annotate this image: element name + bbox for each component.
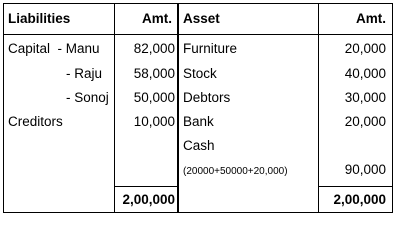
asset-amount-debtors: 30,000 bbox=[344, 90, 386, 105]
liabilities-amount-header: Amt. bbox=[142, 11, 172, 26]
asset-amount-stock: 40,000 bbox=[344, 66, 386, 81]
liability-label-sonoj: - Sonoj bbox=[66, 90, 109, 105]
assets-amount-divider bbox=[318, 3, 319, 213]
asset-label-furniture: Furniture bbox=[183, 41, 238, 56]
liability-label-creditors: Creditors bbox=[8, 114, 63, 129]
assets-amount-header: Amt. bbox=[356, 11, 386, 26]
asset-amount-bank: 20,000 bbox=[344, 114, 386, 129]
liability-amount-raju: 58,000 bbox=[133, 66, 175, 81]
asset-amount-furniture: 20,000 bbox=[344, 41, 386, 56]
liability-amount-creditors: 10,000 bbox=[133, 114, 175, 129]
header-divider bbox=[3, 34, 393, 35]
asset-label-cash-breakdown: (20000+50000+20,000) bbox=[183, 166, 288, 177]
liabilities-header: Liabilities bbox=[8, 11, 71, 26]
liability-label-raju: - Raju bbox=[66, 66, 103, 81]
liability-label-manu: Capital - Manu bbox=[8, 41, 100, 56]
liabilities-amount-divider bbox=[114, 3, 115, 213]
liability-amount-manu: 82,000 bbox=[133, 41, 175, 56]
liabilities-total: 2,00,000 bbox=[122, 192, 175, 207]
asset-label-debtors: Debtors bbox=[183, 90, 231, 105]
asset-label-cash: Cash bbox=[183, 138, 215, 153]
asset-label-bank: Bank bbox=[183, 114, 214, 129]
assets-total: 2,00,000 bbox=[333, 192, 386, 207]
assets-header: Asset bbox=[183, 11, 220, 26]
asset-label-stock: Stock bbox=[183, 66, 217, 81]
liability-amount-sonoj: 50,000 bbox=[133, 90, 175, 105]
asset-amount-cash-total: 90,000 bbox=[344, 162, 386, 177]
center-divider bbox=[177, 3, 179, 213]
